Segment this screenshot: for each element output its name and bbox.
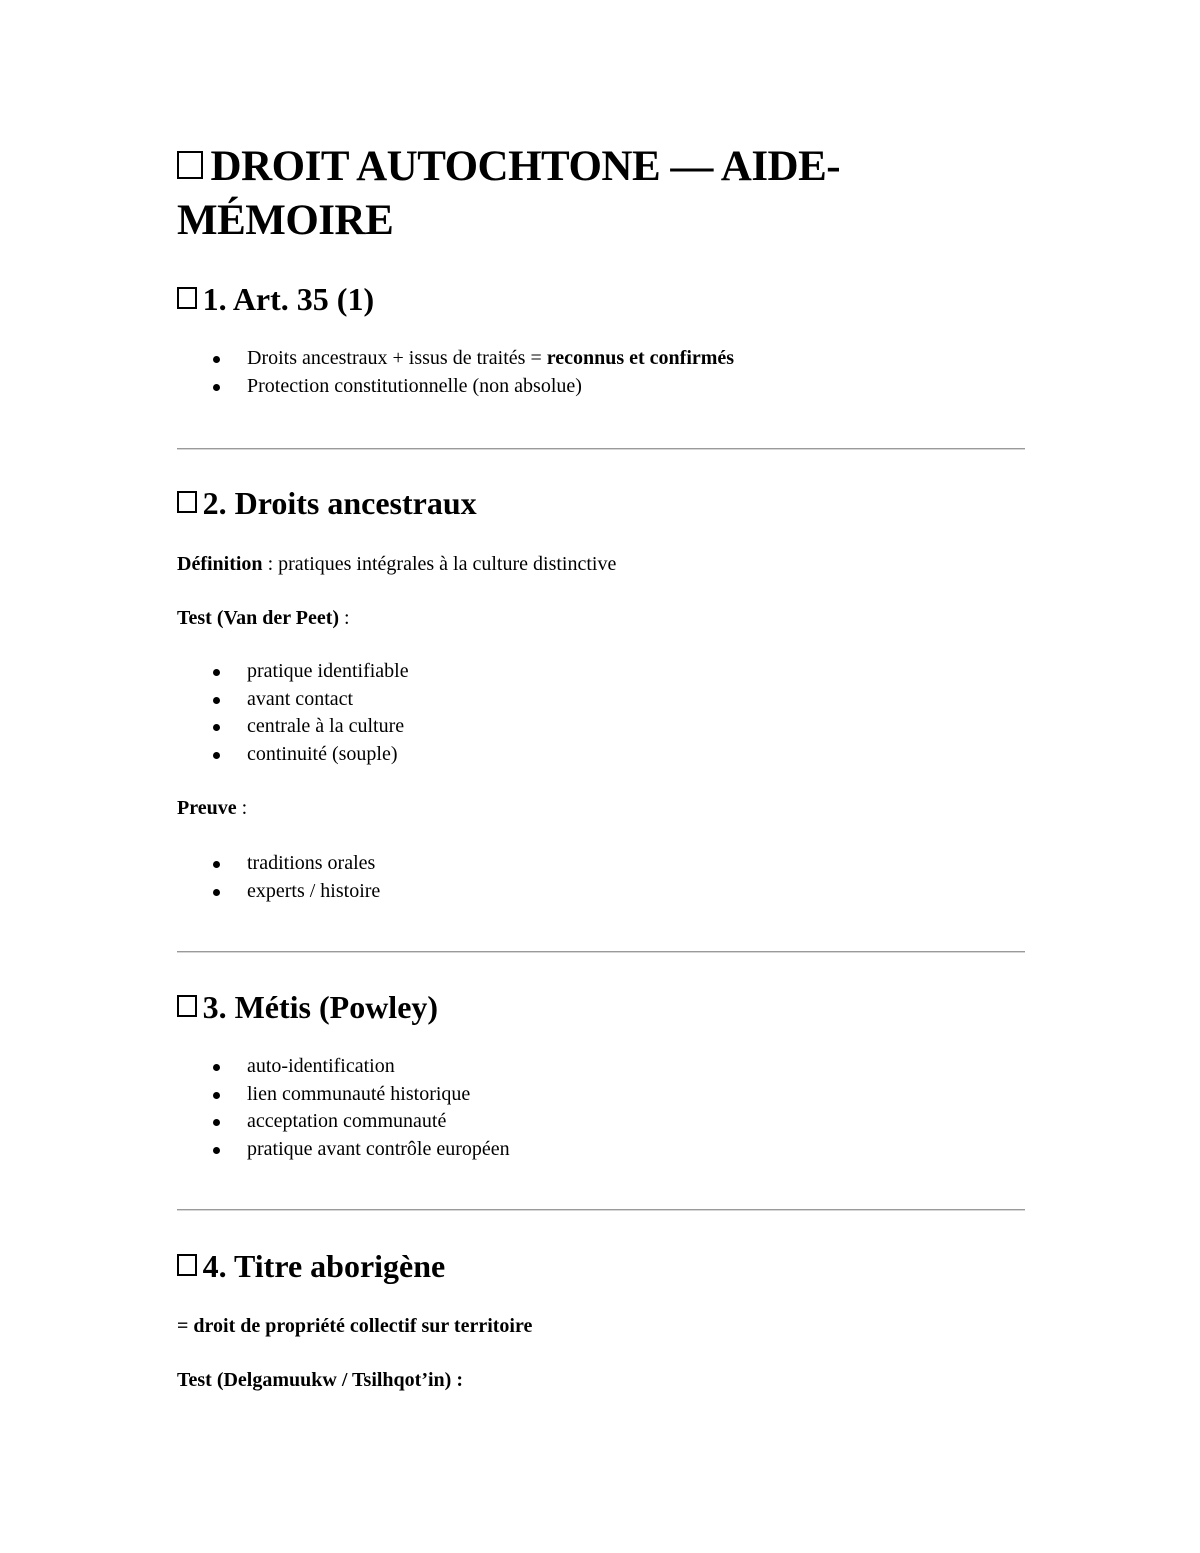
missing-glyph-icon [177,287,197,309]
list-item: traditions orales [177,850,380,878]
list-item-text: Droits ancestraux + issus de traités = [247,347,547,369]
section-heading-4 [177,1246,445,1286]
list-item [177,345,734,373]
list-item: acceptation communauté [177,1108,510,1136]
list-item: pratique avant contrôle européen [177,1136,510,1164]
bullet-list [177,345,734,400]
section-heading-1 [177,279,374,319]
missing-glyph-icon [177,995,197,1017]
missing-glyph-icon [177,491,197,513]
list-item-text: Protection constitutionnelle (non absolue) [247,374,582,397]
section-heading-2 [177,483,477,523]
definition-paragraph [177,551,616,578]
section-heading-text: 4. Titre aborigène [202,1248,446,1284]
proof-label: Preuve [177,797,237,819]
test-heading-paragraph [177,1367,463,1394]
missing-glyph-icon [177,1254,197,1276]
test-label: Test (Delgamuukw / Tsilhqot’in) : [177,1369,463,1391]
section-heading-text: 1. Art. 35 (1) [202,281,375,317]
section-heading-text: 2. Droits ancestraux [202,485,477,521]
page-title [177,140,997,248]
proof-label-suffix: : [236,797,248,819]
definition-text: : pratiques intégrales à la culture distinctive [262,553,617,575]
page-title-text: DROIT AUTOCHTONE — AIDE-MÉMOIRE [177,143,841,244]
title-definition: = droit de propriété collectif sur territoire [177,1315,533,1337]
test-heading-paragraph [177,605,350,632]
bullet-list [177,850,380,905]
missing-glyph-icon [177,151,203,179]
horizontal-divider [177,951,1025,953]
horizontal-divider [177,1209,1025,1211]
section-heading-text: 3. Métis (Powley) [202,989,439,1025]
section-heading-3 [177,987,438,1027]
list-item: centrale à la culture [177,713,409,741]
list-item: pratique identifiable [177,658,409,686]
bullet-list [177,658,409,768]
list-item: continuité (souple) [177,741,409,769]
bullet-list [177,1053,510,1163]
list-item-emphasis: reconnus et confirmés [546,347,735,369]
list-item: experts / histoire [177,878,380,906]
list-item: lien communauté historique [177,1081,510,1109]
proof-heading-paragraph [177,795,247,822]
test-label: Test (Van der Peet) [177,607,340,629]
list-item: auto-identification [177,1053,510,1081]
list-item: avant contact [177,686,409,714]
definition-label: Définition [177,553,263,575]
test-label-suffix: : [339,607,350,629]
horizontal-divider [177,448,1025,450]
list-item [177,373,734,401]
